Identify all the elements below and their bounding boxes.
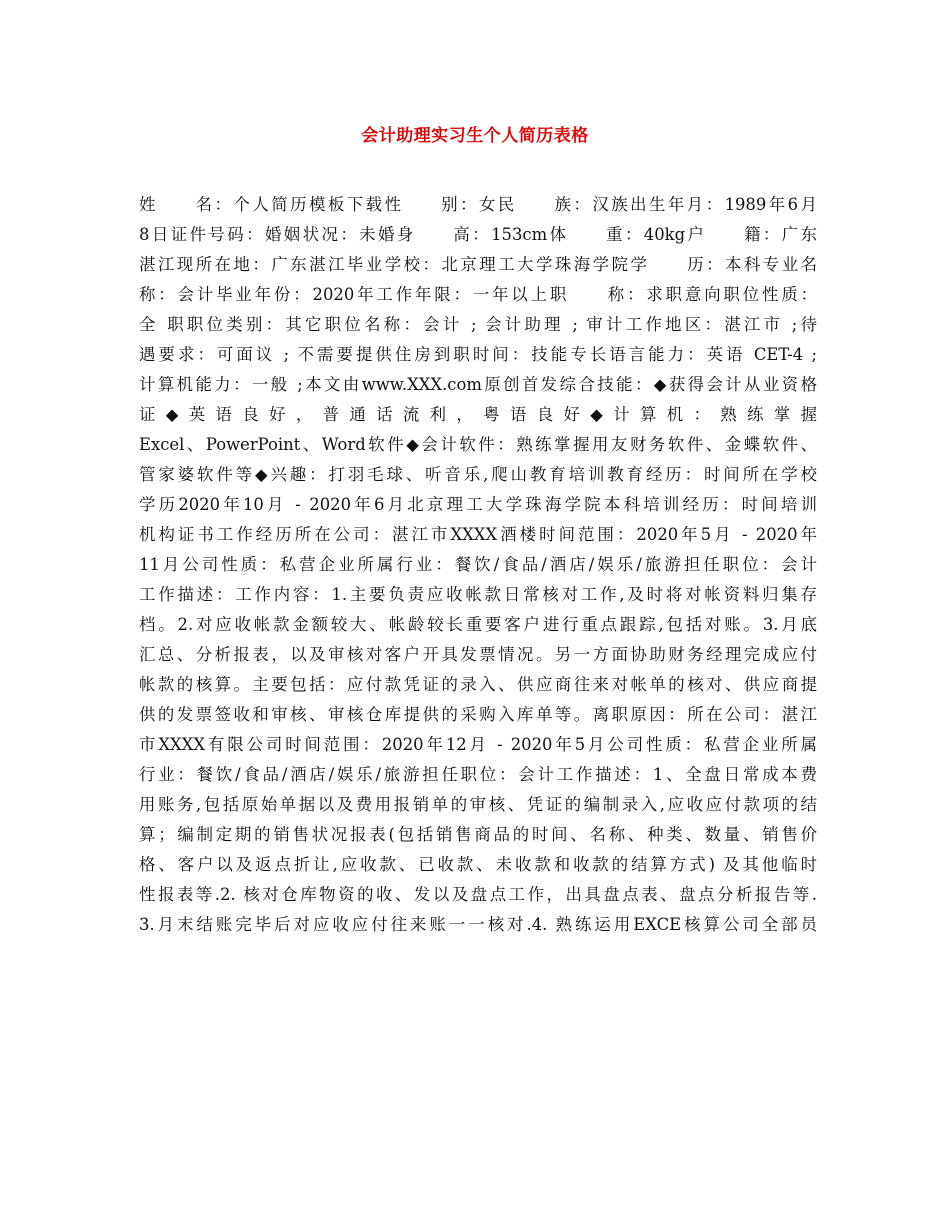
body-line-1: 姓 名：个人简历模板下载性 别：女民 族：汉族出生年月：1989年6月: [139, 195, 817, 214]
body-line-6: 遇要求：可面议 ; 不需要提供住房到职时间：技能专长语言能力：英语 CET-4 ;: [139, 345, 817, 364]
body-line-11: 学历2020年10月 - 2020年6月北京理工大学珠海学院本科培训经历：时间培训: [139, 495, 817, 514]
body-line-22: 算；编制定期的销售状况报表(包括销售商品的时间、名称、种类、数量、销售价: [139, 825, 817, 844]
body-line-8: 证 ◆ 英 语 良 好 ， 普 通 话 流 利 ， 粤 语 良 好 ◆ 计 算 机 ： 熟 练 掌 握: [139, 405, 817, 424]
body-line-20: 行业：餐饮/食品/酒店/娱乐/旅游担任职位：会计工作描述：1、全盘日常成本费: [139, 765, 817, 784]
body-line-9: Excel、PowerPoint、Word软件◆会计软件：熟练掌握用友财务软件、金蝶软件、: [139, 435, 817, 454]
body-line-21: 用账务,包括原始单据以及费用报销单的审核、凭证的编制录入,应收应付款项的结: [139, 795, 817, 814]
body-line-10: 管家婆软件等◆兴趣：打羽毛球、听音乐,爬山教育培训教育经历：时间所在学校: [139, 465, 817, 484]
body-line-25: 3.月末结账完毕后对应收应付往来账一一核对.4. 熟练运用EXCE核算公司全部员: [139, 915, 817, 934]
body-line-23: 格、客户以及返点折让,应收款、已收款、未收款和收款的结算方式) 及其他临时: [139, 855, 817, 874]
body-line-3: 湛江现所在地：广东湛江毕业学校：北京理工大学珠海学院学 历：本科专业名: [139, 255, 817, 274]
body-line-5: 全 职职位类别：其它职位名称：会计 ; 会计助理 ; 审计工作地区：湛江市 ;待: [139, 315, 817, 334]
body-line-18: 供的发票签收和审核、审核仓库提供的采购入库单等。离职原因：所在公司：湛江: [139, 705, 817, 724]
body-line-14: 工作描述：工作内容：1.主要负责应收帐款日常核对工作,及时将对帐资料归集存: [139, 585, 817, 604]
body-line-4: 称：会计毕业年份：2020年工作年限：一年以上职 称：求职意向职位性质：: [139, 285, 817, 304]
body-line-17: 帐款的核算。主要包括：应付款凭证的录入、供应商往来对帐单的核对、供应商提: [139, 675, 817, 694]
body-line-16: 汇总、分析报表，以及审核对客户开具发票情况。另一方面协助财务经理完成应付: [139, 645, 817, 664]
body-line-19: 市XXXX有限公司时间范围：2020年12月 - 2020年5月公司性质：私营企业所属: [139, 735, 817, 754]
document-body: [139, 190, 817, 940]
document-title: 会计助理实习生个人简历表格: [361, 126, 589, 146]
body-line-13: 11月公司性质：私营企业所属行业：餐饮/食品/酒店/娱乐/旅游担任职位：会计: [139, 555, 817, 574]
body-line-24: 性报表等.2. 核对仓库物资的收、发以及盘点工作，出具盘点表、盘点分析报告等.: [139, 885, 817, 904]
body-line-7: 计算机能力：一般 ;本文由www.XXX.com原创首发综合技能：◆获得会计从业资格: [139, 375, 817, 394]
body-line-15: 档。2.对应收帐款金额较大、帐龄较长重要客户进行重点跟踪,包括对账。3.月底: [139, 615, 817, 634]
body-line-2: 8日证件号码：婚姻状况：未婚身 高：153cm体 重：40kg户 籍：广东: [139, 225, 817, 244]
body-line-12: 机构证书工作经历所在公司：湛江市XXXX酒楼时间范围：2020年5月 - 2020年: [139, 525, 817, 544]
